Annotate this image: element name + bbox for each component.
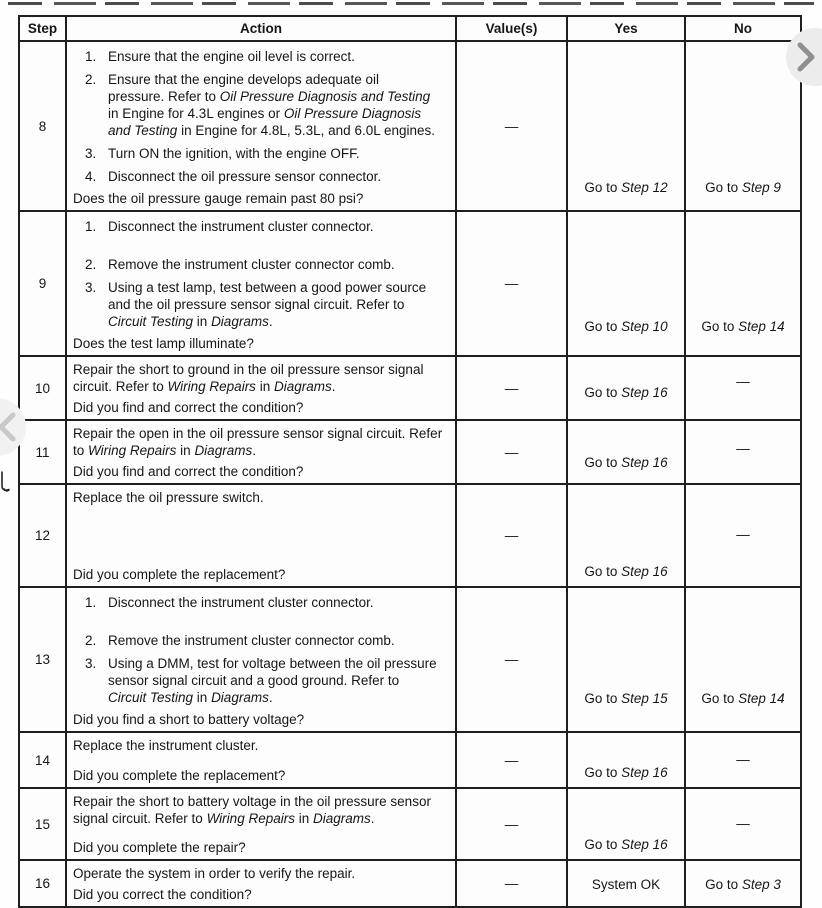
table-row-step-13 — [19, 587, 801, 732]
yes-cell — [567, 860, 685, 907]
no-cell-content — [686, 212, 800, 339]
value-cell: — — [456, 587, 567, 732]
action-cell — [66, 732, 456, 788]
action-list-item — [85, 71, 451, 139]
no-cell-content — [686, 733, 800, 785]
action-paragraph: Replace the instrument cluster. — [73, 738, 259, 753]
chevron-left-icon — [0, 412, 18, 442]
question-text: Did you complete the replacement? — [73, 768, 286, 783]
yes-cell-content — [568, 789, 684, 857]
step-number-cell: 12 — [19, 484, 66, 587]
action-list-item — [85, 594, 451, 611]
yes-cell-text: System OK — [591, 877, 661, 892]
header-yes: Yes — [567, 16, 685, 41]
action-cell — [66, 356, 456, 420]
value-cell: — — [456, 420, 567, 484]
no-cell — [685, 860, 801, 907]
value-cell: — — [456, 860, 567, 907]
question-text: Did you complete the replacement? — [73, 567, 286, 582]
action-paragraph: Replace the oil pressure switch. — [73, 490, 264, 505]
action-paragraph: Repair the open in the oil pressure sensor signal circuit. Refer to Wiring Repairs in Diagrams. — [73, 426, 443, 458]
yes-cell-text: Go to Step 16 — [584, 564, 668, 579]
table-row-step-15 — [19, 788, 801, 860]
no-cell-content — [686, 861, 800, 897]
list-number: 1. — [85, 219, 97, 234]
yes-cell-content — [568, 42, 684, 200]
action-list-item — [85, 279, 451, 330]
no-cell — [685, 420, 801, 484]
value-cell: — — [456, 41, 567, 211]
action-list-item — [85, 256, 451, 273]
value-cell: — — [456, 732, 567, 788]
action-paragraph: Repair the short to ground in the oil pressure sensor signal circuit. Refer to Wiring Repairs in Diagrams. — [73, 362, 424, 394]
yes-cell-text: Go to Step 16 — [584, 765, 668, 780]
action-cell — [66, 41, 456, 211]
header-values: Value(s) — [456, 16, 567, 41]
yes-cell-text: Go to Step 12 — [584, 180, 668, 195]
yes-cell-text: Go to Step 15 — [584, 691, 668, 706]
yes-cell — [567, 587, 685, 732]
value-cell: — — [456, 356, 567, 420]
no-cell-content — [686, 421, 800, 475]
no-cell-text: — — [736, 751, 750, 767]
no-cell — [685, 211, 801, 356]
list-number: 1. — [85, 49, 97, 64]
yes-cell-content — [568, 861, 684, 897]
no-cell-text: Go to Step 14 — [701, 319, 785, 334]
list-number: 1. — [85, 595, 97, 610]
list-item-text: Disconnect the instrument cluster connector. — [108, 219, 374, 234]
table-row-step-10 — [19, 356, 801, 420]
no-cell-content — [686, 485, 800, 584]
yes-cell-content — [568, 588, 684, 711]
yes-cell — [567, 484, 685, 587]
action-list-item — [85, 168, 451, 185]
no-cell — [685, 484, 801, 587]
list-number: 2. — [85, 72, 97, 87]
scan-artifact-line — [8, 2, 814, 5]
step-number-cell: 10 — [19, 356, 66, 420]
step-number-cell: 11 — [19, 420, 66, 484]
action-paragraph: Operate the system in order to verify the repair. — [73, 866, 356, 881]
yes-cell-text: Go to Step 16 — [584, 385, 668, 400]
list-number: 3. — [85, 146, 97, 161]
list-number: 2. — [85, 257, 97, 272]
action-cell — [66, 860, 456, 907]
action-cell — [66, 587, 456, 732]
no-cell-text: Go to Step 9 — [705, 180, 781, 195]
action-content — [71, 792, 451, 856]
value-cell: — — [456, 788, 567, 860]
yes-cell-text: Go to Step 16 — [584, 837, 668, 852]
no-cell-content — [686, 789, 800, 857]
table-row-step-12 — [19, 484, 801, 587]
step-number-cell: 9 — [19, 211, 66, 356]
step-number-cell: 16 — [19, 860, 66, 907]
yes-cell-text: Go to Step 16 — [584, 455, 668, 470]
no-cell-content — [686, 357, 800, 405]
step-number-cell: 13 — [19, 587, 66, 732]
list-number: 4. — [85, 169, 97, 184]
yes-cell-content — [568, 357, 684, 405]
question-text: Does the test lamp illuminate? — [73, 336, 254, 351]
list-item-text: Using a test lamp, test between a good power source and the oil pressure sensor signal circuit. Refer to Circuit Testing in Diagrams. — [108, 280, 427, 329]
step-number-cell: 14 — [19, 732, 66, 788]
yes-cell — [567, 788, 685, 860]
yes-cell-content — [568, 212, 684, 339]
value-cell: — — [456, 484, 567, 587]
action-list-item — [85, 48, 451, 65]
header-no: No — [685, 16, 801, 41]
question-text: Did you find and correct the condition? — [73, 464, 304, 479]
no-cell — [685, 587, 801, 732]
action-cell — [66, 788, 456, 860]
list-item-text: Disconnect the instrument cluster connector. — [108, 595, 374, 610]
yes-cell-text: Go to Step 10 — [584, 319, 668, 334]
table-row-step-8 — [19, 41, 801, 211]
action-list-item — [85, 632, 451, 649]
action-cell — [66, 484, 456, 587]
no-cell-content — [686, 588, 800, 711]
list-item-text: Remove the instrument cluster connector comb. — [108, 633, 395, 648]
table-row-step-14 — [19, 732, 801, 788]
no-cell-text: — — [736, 440, 750, 456]
table-row-step-9 — [19, 211, 801, 356]
action-content — [71, 736, 451, 784]
chevron-right-icon — [795, 42, 817, 72]
no-cell-text: — — [736, 815, 750, 831]
no-cell-content — [686, 42, 800, 200]
list-item-text: Disconnect the oil pressure sensor connector. — [108, 169, 382, 184]
yes-cell-content — [568, 421, 684, 475]
header-row — [19, 16, 801, 41]
list-item-text: Turn ON the ignition, with the engine OFF. — [108, 146, 360, 161]
action-content — [71, 864, 451, 903]
no-cell — [685, 356, 801, 420]
action-content — [71, 45, 451, 207]
list-item-text: Using a DMM, test for voltage between the oil pressure sensor signal circuit and a good ground. Refer to Circuit Testing in Diagrams. — [108, 656, 437, 705]
no-cell — [685, 41, 801, 211]
no-cell-text: Go to Step 3 — [705, 877, 781, 892]
no-cell-text: — — [736, 527, 750, 542]
diagnostic-table — [18, 15, 802, 908]
yes-cell — [567, 420, 685, 484]
no-cell — [685, 788, 801, 860]
list-number: 3. — [85, 280, 97, 295]
yes-cell — [567, 211, 685, 356]
no-cell-text: Go to Step 14 — [701, 691, 785, 706]
action-cell — [66, 420, 456, 484]
action-cell — [66, 211, 456, 356]
table-row-step-11 — [19, 420, 801, 484]
action-content — [71, 215, 451, 352]
list-item-text: Ensure that the engine oil level is correct. — [108, 49, 355, 64]
no-cell-text: — — [736, 373, 750, 389]
step-number-cell: 15 — [19, 788, 66, 860]
yes-cell — [567, 732, 685, 788]
yes-cell — [567, 356, 685, 420]
question-text: Does the oil pressure gauge remain past 80 psi? — [73, 191, 364, 206]
action-content — [71, 488, 451, 583]
question-text: Did you correct the condition? — [73, 887, 252, 902]
header-step: Step — [19, 16, 66, 41]
question-text: Did you find and correct the condition? — [73, 400, 304, 415]
question-text: Did you complete the repair? — [73, 840, 246, 855]
action-content — [71, 591, 451, 728]
no-cell — [685, 732, 801, 788]
step-number-cell: 8 — [19, 41, 66, 211]
yes-cell-content — [568, 733, 684, 785]
handwriting-cursor-icon — [0, 470, 14, 492]
action-content — [71, 360, 451, 416]
action-list-item — [85, 145, 451, 162]
question-text: Did you find a short to battery voltage? — [73, 712, 305, 727]
table-row-step-16 — [19, 860, 801, 907]
header-action: Action — [66, 16, 456, 41]
action-list-item — [85, 655, 451, 706]
list-number: 2. — [85, 633, 97, 648]
list-item-text: Ensure that the engine develops adequate oil pressure. Refer to Oil Pressure Diagnosis and Testing in Engine for 4.3L engines or Oil Pressure Diagnosis and Testing in Engine for 4.8L, 5.3L, and 6.0L engines. — [108, 72, 436, 138]
action-paragraph: Repair the short to battery voltage in the oil pressure sensor signal circuit. Refer to Wiring Repairs in Diagrams. — [73, 794, 431, 826]
list-item-text: Remove the instrument cluster connector comb. — [108, 257, 395, 272]
yes-cell — [567, 41, 685, 211]
action-content — [71, 424, 451, 480]
yes-cell-content — [568, 485, 684, 584]
action-list-item — [85, 218, 451, 235]
value-cell: — — [456, 211, 567, 356]
list-number: 3. — [85, 656, 97, 671]
